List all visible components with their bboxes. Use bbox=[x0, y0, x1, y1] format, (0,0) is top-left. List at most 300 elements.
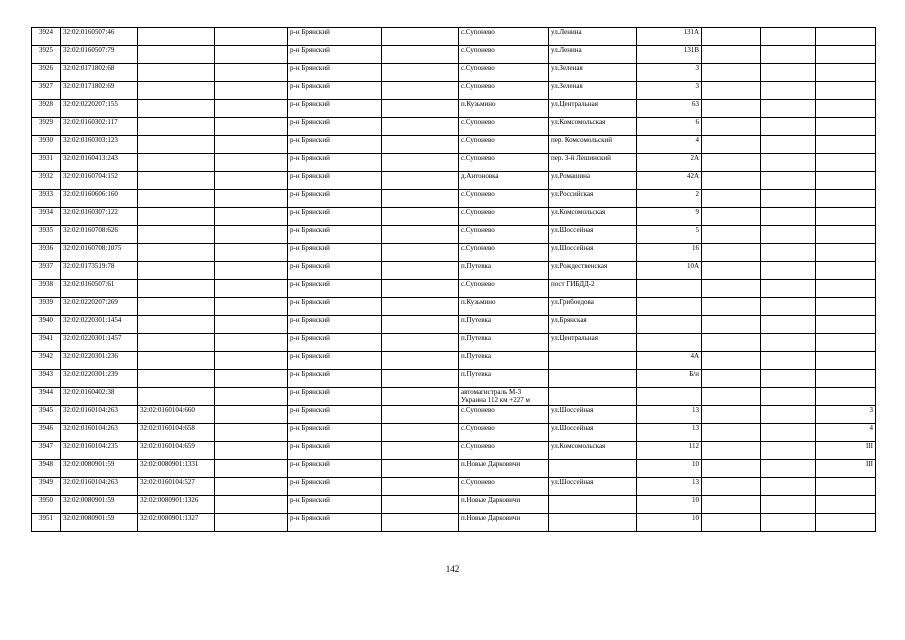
parent-cadastral-cell: 32:02:0080901:1331 bbox=[138, 460, 215, 478]
blank-cell bbox=[761, 406, 816, 424]
row-number-cell: 3938 bbox=[32, 280, 61, 298]
blank-cell bbox=[761, 316, 816, 334]
cadastral-number-cell: 32:02:0160302:117 bbox=[61, 118, 138, 136]
locality-cell: с.Супонево bbox=[459, 46, 549, 64]
cadastral-number-cell: 32:02:0220301:1454 bbox=[61, 316, 138, 334]
apartment-cell bbox=[816, 262, 876, 280]
district-cell: р-н Брянский bbox=[288, 388, 382, 406]
parent-cadastral-cell bbox=[138, 118, 215, 136]
blank-cell bbox=[382, 478, 459, 496]
locality-cell: п.Путевка bbox=[459, 262, 549, 280]
locality-cell: с.Супонево bbox=[459, 154, 549, 172]
parent-cadastral-cell bbox=[138, 370, 215, 388]
cadastral-number-cell: 32:02:0220301:239 bbox=[61, 370, 138, 388]
cadastral-number-cell: 32:02:0220301:236 bbox=[61, 352, 138, 370]
blank-cell bbox=[761, 370, 816, 388]
district-cell: р-н Брянский bbox=[288, 370, 382, 388]
apartment-cell bbox=[816, 352, 876, 370]
cadastral-number-cell: 32:02:0160507:61 bbox=[61, 280, 138, 298]
street-cell: ул.Зеленая bbox=[549, 82, 637, 100]
blank-cell bbox=[702, 442, 761, 460]
table-row bbox=[32, 352, 876, 370]
parent-cadastral-cell bbox=[138, 64, 215, 82]
cadastral-number-cell: 32:02:0160402:38 bbox=[61, 388, 138, 406]
blank-cell bbox=[702, 64, 761, 82]
locality-cell: п.Новые Дарковичи bbox=[459, 496, 549, 514]
house-number-cell: 3 bbox=[637, 82, 702, 100]
house-number-cell: 112 bbox=[637, 442, 702, 460]
table-row bbox=[32, 28, 876, 46]
apartment-cell: III bbox=[816, 442, 876, 460]
house-number-cell: 131А bbox=[637, 28, 702, 46]
parent-cadastral-cell bbox=[138, 82, 215, 100]
locality-cell: с.Супонево bbox=[459, 442, 549, 460]
blank-cell bbox=[382, 262, 459, 280]
row-number-cell: 3934 bbox=[32, 208, 61, 226]
house-number-cell: 3 bbox=[637, 64, 702, 82]
registry-table-body bbox=[32, 28, 876, 532]
blank-cell bbox=[215, 334, 288, 352]
blank-cell bbox=[702, 262, 761, 280]
apartment-cell bbox=[816, 370, 876, 388]
locality-cell: с.Супонево bbox=[459, 64, 549, 82]
row-number-cell: 3931 bbox=[32, 154, 61, 172]
blank-cell bbox=[215, 388, 288, 406]
row-number-cell: 3947 bbox=[32, 442, 61, 460]
apartment-cell bbox=[816, 226, 876, 244]
blank-cell bbox=[702, 370, 761, 388]
blank-cell bbox=[382, 316, 459, 334]
street-cell bbox=[549, 514, 637, 532]
cadastral-number-cell: 32:02:0160507:79 bbox=[61, 46, 138, 64]
cadastral-number-cell: 32:02:0160413:243 bbox=[61, 154, 138, 172]
street-cell: ул.Центральная bbox=[549, 100, 637, 118]
locality-cell: п.Новые Дарковичи bbox=[459, 460, 549, 478]
row-number-cell: 3936 bbox=[32, 244, 61, 262]
parent-cadastral-cell bbox=[138, 136, 215, 154]
street-cell: ул.Центральная bbox=[549, 334, 637, 352]
table-row bbox=[32, 154, 876, 172]
row-number-cell: 3927 bbox=[32, 82, 61, 100]
blank-cell bbox=[382, 118, 459, 136]
locality-cell: с.Супонево bbox=[459, 226, 549, 244]
cadastral-number-cell: 32:02:0220207:155 bbox=[61, 100, 138, 118]
table-row bbox=[32, 172, 876, 190]
blank-cell bbox=[215, 424, 288, 442]
parent-cadastral-cell: 32:02:0080901:1327 bbox=[138, 514, 215, 532]
house-number-cell bbox=[637, 388, 702, 406]
street-cell: ул.Зеленая bbox=[549, 64, 637, 82]
locality-cell: с.Супонево bbox=[459, 190, 549, 208]
apartment-cell bbox=[816, 388, 876, 406]
parent-cadastral-cell: 32:02:0080901:1326 bbox=[138, 496, 215, 514]
parent-cadastral-cell bbox=[138, 154, 215, 172]
apartment-cell bbox=[816, 478, 876, 496]
table-row bbox=[32, 64, 876, 82]
row-number-cell: 3943 bbox=[32, 370, 61, 388]
blank-cell bbox=[702, 280, 761, 298]
street-cell bbox=[549, 370, 637, 388]
cadastral-number-cell: 32:02:0160708:1075 bbox=[61, 244, 138, 262]
parent-cadastral-cell: 32:02:0160104:658 bbox=[138, 424, 215, 442]
cadastral-number-cell: 32:02:0220301:1457 bbox=[61, 334, 138, 352]
blank-cell bbox=[761, 262, 816, 280]
locality-cell: п.Новые Дарковичи bbox=[459, 514, 549, 532]
street-cell: ул.Ленина bbox=[549, 46, 637, 64]
district-cell: р-н Брянский bbox=[288, 262, 382, 280]
blank-cell bbox=[382, 46, 459, 64]
blank-cell bbox=[702, 244, 761, 262]
blank-cell bbox=[382, 514, 459, 532]
street-cell: ул.Грибоедова bbox=[549, 298, 637, 316]
table-row bbox=[32, 442, 876, 460]
blank-cell bbox=[702, 208, 761, 226]
apartment-cell bbox=[816, 298, 876, 316]
blank-cell bbox=[215, 406, 288, 424]
parent-cadastral-cell bbox=[138, 208, 215, 226]
table-row bbox=[32, 244, 876, 262]
locality-cell: п.Путевка bbox=[459, 316, 549, 334]
blank-cell bbox=[215, 64, 288, 82]
locality-cell: с.Супонево bbox=[459, 424, 549, 442]
district-cell: р-н Брянский bbox=[288, 226, 382, 244]
house-number-cell: 13 bbox=[637, 424, 702, 442]
row-number-cell: 3949 bbox=[32, 478, 61, 496]
page-number: 142 bbox=[445, 564, 460, 574]
apartment-cell bbox=[816, 244, 876, 262]
row-number-cell: 3924 bbox=[32, 28, 61, 46]
locality-cell: с.Супонево bbox=[459, 82, 549, 100]
table-row bbox=[32, 280, 876, 298]
blank-cell bbox=[382, 226, 459, 244]
apartment-cell bbox=[816, 28, 876, 46]
row-number-cell: 3946 bbox=[32, 424, 61, 442]
cadastral-number-cell: 32:02:0080901:59 bbox=[61, 496, 138, 514]
blank-cell bbox=[761, 478, 816, 496]
blank-cell bbox=[761, 424, 816, 442]
cadastral-number-cell: 32:02:0160303:123 bbox=[61, 136, 138, 154]
blank-cell bbox=[382, 190, 459, 208]
house-number-cell: 13 bbox=[637, 406, 702, 424]
parent-cadastral-cell bbox=[138, 244, 215, 262]
cadastral-number-cell: 32:02:0160104:263 bbox=[61, 424, 138, 442]
house-number-cell: 42А bbox=[637, 172, 702, 190]
apartment-cell bbox=[816, 172, 876, 190]
blank-cell bbox=[382, 388, 459, 406]
row-number-cell: 3945 bbox=[32, 406, 61, 424]
blank-cell bbox=[702, 514, 761, 532]
apartment-cell bbox=[816, 64, 876, 82]
district-cell: р-н Брянский bbox=[288, 64, 382, 82]
house-number-cell bbox=[637, 316, 702, 334]
blank-cell bbox=[761, 442, 816, 460]
table-row bbox=[32, 46, 876, 64]
house-number-cell: 10 bbox=[637, 460, 702, 478]
blank-cell bbox=[761, 226, 816, 244]
street-cell: ул.Ромашина bbox=[549, 172, 637, 190]
row-number-cell: 3939 bbox=[32, 298, 61, 316]
street-cell: ул.Брянская bbox=[549, 316, 637, 334]
table-row bbox=[32, 388, 876, 406]
district-cell: р-н Брянский bbox=[288, 442, 382, 460]
blank-cell bbox=[382, 424, 459, 442]
blank-cell bbox=[215, 316, 288, 334]
blank-cell bbox=[702, 424, 761, 442]
table-row bbox=[32, 82, 876, 100]
district-cell: р-н Брянский bbox=[288, 46, 382, 64]
blank-cell bbox=[215, 478, 288, 496]
blank-cell bbox=[761, 352, 816, 370]
district-cell: р-н Брянский bbox=[288, 118, 382, 136]
blank-cell bbox=[382, 442, 459, 460]
district-cell: р-н Брянский bbox=[288, 280, 382, 298]
locality-cell: п.Кузьмино bbox=[459, 298, 549, 316]
row-number-cell: 3932 bbox=[32, 172, 61, 190]
blank-cell bbox=[382, 100, 459, 118]
parent-cadastral-cell bbox=[138, 190, 215, 208]
apartment-cell bbox=[816, 190, 876, 208]
table-row bbox=[32, 514, 876, 532]
blank-cell bbox=[702, 46, 761, 64]
street-cell: пост ГИБДД-2 bbox=[549, 280, 637, 298]
street-cell: ул.Комсомольская bbox=[549, 208, 637, 226]
street-cell bbox=[549, 352, 637, 370]
blank-cell bbox=[215, 136, 288, 154]
locality-cell: автомагистраль М-3 Украина 112 км +227 м bbox=[459, 388, 549, 406]
parent-cadastral-cell bbox=[138, 334, 215, 352]
blank-cell bbox=[702, 100, 761, 118]
table-row bbox=[32, 496, 876, 514]
house-number-cell: 4А bbox=[637, 352, 702, 370]
table-row bbox=[32, 262, 876, 280]
house-number-cell: 10А bbox=[637, 262, 702, 280]
row-number-cell: 3950 bbox=[32, 496, 61, 514]
house-number-cell bbox=[637, 280, 702, 298]
locality-cell: с.Супонево bbox=[459, 208, 549, 226]
blank-cell bbox=[215, 226, 288, 244]
cadastral-number-cell: 32:02:0160606:160 bbox=[61, 190, 138, 208]
locality-cell: с.Супонево bbox=[459, 280, 549, 298]
blank-cell bbox=[382, 496, 459, 514]
blank-cell bbox=[761, 100, 816, 118]
blank-cell bbox=[215, 370, 288, 388]
house-number-cell: 16 bbox=[637, 244, 702, 262]
blank-cell bbox=[761, 244, 816, 262]
apartment-cell bbox=[816, 496, 876, 514]
row-number-cell: 3930 bbox=[32, 136, 61, 154]
parent-cadastral-cell bbox=[138, 46, 215, 64]
street-cell bbox=[549, 496, 637, 514]
apartment-cell bbox=[816, 334, 876, 352]
blank-cell bbox=[215, 352, 288, 370]
row-number-cell: 3926 bbox=[32, 64, 61, 82]
house-number-cell bbox=[637, 298, 702, 316]
parent-cadastral-cell: 32:02:0160104:527 bbox=[138, 478, 215, 496]
blank-cell bbox=[215, 514, 288, 532]
blank-cell bbox=[761, 64, 816, 82]
district-cell: р-н Брянский bbox=[288, 478, 382, 496]
blank-cell bbox=[382, 64, 459, 82]
house-number-cell: 5 bbox=[637, 226, 702, 244]
street-cell: ул.Шоссейная bbox=[549, 406, 637, 424]
cadastral-number-cell: 32:02:0160104:263 bbox=[61, 406, 138, 424]
house-number-cell: 4 bbox=[637, 136, 702, 154]
blank-cell bbox=[761, 496, 816, 514]
blank-cell bbox=[215, 172, 288, 190]
blank-cell bbox=[382, 244, 459, 262]
table-row bbox=[32, 190, 876, 208]
blank-cell bbox=[702, 406, 761, 424]
table-row bbox=[32, 136, 876, 154]
parent-cadastral-cell bbox=[138, 298, 215, 316]
blank-cell bbox=[382, 370, 459, 388]
district-cell: р-н Брянский bbox=[288, 190, 382, 208]
row-number-cell: 3929 bbox=[32, 118, 61, 136]
blank-cell bbox=[702, 136, 761, 154]
district-cell: р-н Брянский bbox=[288, 316, 382, 334]
house-number-cell: 131В bbox=[637, 46, 702, 64]
cadastral-number-cell: 32:02:0160704:152 bbox=[61, 172, 138, 190]
cadastral-number-cell: 32:02:0171802:69 bbox=[61, 82, 138, 100]
apartment-cell bbox=[816, 100, 876, 118]
parent-cadastral-cell: 32:02:0160104:660 bbox=[138, 406, 215, 424]
district-cell: р-н Брянский bbox=[288, 352, 382, 370]
cadastral-number-cell: 32:02:0160708:626 bbox=[61, 226, 138, 244]
blank-cell bbox=[215, 46, 288, 64]
blank-cell bbox=[215, 82, 288, 100]
blank-cell bbox=[382, 460, 459, 478]
parent-cadastral-cell bbox=[138, 388, 215, 406]
blank-cell bbox=[761, 46, 816, 64]
blank-cell bbox=[761, 82, 816, 100]
blank-cell bbox=[761, 388, 816, 406]
blank-cell bbox=[702, 226, 761, 244]
parent-cadastral-cell bbox=[138, 28, 215, 46]
house-number-cell: 2 bbox=[637, 190, 702, 208]
table-row bbox=[32, 478, 876, 496]
blank-cell bbox=[702, 28, 761, 46]
street-cell: ул.Комсомольская bbox=[549, 118, 637, 136]
parent-cadastral-cell bbox=[138, 352, 215, 370]
apartment-cell bbox=[816, 136, 876, 154]
table-row bbox=[32, 316, 876, 334]
table-row bbox=[32, 460, 876, 478]
blank-cell bbox=[215, 118, 288, 136]
apartment-cell bbox=[816, 316, 876, 334]
blank-cell bbox=[382, 334, 459, 352]
row-number-cell: 3942 bbox=[32, 352, 61, 370]
table-row bbox=[32, 406, 876, 424]
district-cell: р-н Брянский bbox=[288, 496, 382, 514]
house-number-cell: 63 bbox=[637, 100, 702, 118]
blank-cell bbox=[215, 280, 288, 298]
cadastral-number-cell: 32:02:0173519:78 bbox=[61, 262, 138, 280]
blank-cell bbox=[215, 460, 288, 478]
street-cell bbox=[549, 388, 637, 406]
blank-cell bbox=[382, 136, 459, 154]
cadastral-number-cell: 32:02:0160507:46 bbox=[61, 28, 138, 46]
locality-cell: п.Путевка bbox=[459, 334, 549, 352]
street-cell: ул.Рождественская bbox=[549, 262, 637, 280]
table-row bbox=[32, 118, 876, 136]
blank-cell bbox=[702, 298, 761, 316]
cadastral-number-cell: 32:02:0171802:68 bbox=[61, 64, 138, 82]
row-number-cell: 3933 bbox=[32, 190, 61, 208]
row-number-cell: 3935 bbox=[32, 226, 61, 244]
locality-cell: с.Супонево bbox=[459, 406, 549, 424]
blank-cell bbox=[215, 262, 288, 280]
blank-cell bbox=[702, 118, 761, 136]
street-cell bbox=[549, 460, 637, 478]
apartment-cell: III bbox=[816, 460, 876, 478]
street-cell: пер. Комсомольский bbox=[549, 136, 637, 154]
blank-cell bbox=[761, 154, 816, 172]
blank-cell bbox=[761, 514, 816, 532]
blank-cell bbox=[702, 352, 761, 370]
blank-cell bbox=[215, 28, 288, 46]
locality-cell: п.Путевка bbox=[459, 352, 549, 370]
blank-cell bbox=[761, 208, 816, 226]
district-cell: р-н Брянский bbox=[288, 460, 382, 478]
district-cell: р-н Брянский bbox=[288, 334, 382, 352]
street-cell: ул.Шоссейная bbox=[549, 424, 637, 442]
row-number-cell: 3941 bbox=[32, 334, 61, 352]
district-cell: р-н Брянский bbox=[288, 406, 382, 424]
street-cell: ул.Российская bbox=[549, 190, 637, 208]
house-number-cell: 9 bbox=[637, 208, 702, 226]
blank-cell bbox=[761, 172, 816, 190]
parent-cadastral-cell bbox=[138, 280, 215, 298]
apartment-cell bbox=[816, 46, 876, 64]
street-cell: пер. 3-й Лешинский bbox=[549, 154, 637, 172]
row-number-cell: 3940 bbox=[32, 316, 61, 334]
blank-cell bbox=[761, 118, 816, 136]
apartment-cell bbox=[816, 208, 876, 226]
house-number-cell: 2А bbox=[637, 154, 702, 172]
apartment-cell: 3 bbox=[816, 406, 876, 424]
blank-cell bbox=[702, 388, 761, 406]
district-cell: р-н Брянский bbox=[288, 424, 382, 442]
blank-cell bbox=[702, 316, 761, 334]
apartment-cell bbox=[816, 118, 876, 136]
district-cell: р-н Брянский bbox=[288, 172, 382, 190]
row-number-cell: 3951 bbox=[32, 514, 61, 532]
blank-cell bbox=[382, 298, 459, 316]
apartment-cell bbox=[816, 154, 876, 172]
blank-cell bbox=[702, 154, 761, 172]
district-cell: р-н Брянский bbox=[288, 100, 382, 118]
parent-cadastral-cell bbox=[138, 100, 215, 118]
locality-cell: с.Супонево bbox=[459, 244, 549, 262]
blank-cell bbox=[215, 244, 288, 262]
table-row bbox=[32, 370, 876, 388]
house-number-cell: 10 bbox=[637, 514, 702, 532]
apartment-cell bbox=[816, 514, 876, 532]
blank-cell bbox=[382, 352, 459, 370]
apartment-cell: 4 bbox=[816, 424, 876, 442]
row-number-cell: 3944 bbox=[32, 388, 61, 406]
district-cell: р-н Брянский bbox=[288, 514, 382, 532]
apartment-cell bbox=[816, 280, 876, 298]
blank-cell bbox=[382, 28, 459, 46]
parent-cadastral-cell bbox=[138, 226, 215, 244]
blank-cell bbox=[702, 190, 761, 208]
blank-cell bbox=[382, 280, 459, 298]
street-cell: ул.Шоссейная bbox=[549, 478, 637, 496]
house-number-cell: 6 bbox=[637, 118, 702, 136]
street-cell: ул.Шоссейная bbox=[549, 244, 637, 262]
table-row bbox=[32, 208, 876, 226]
